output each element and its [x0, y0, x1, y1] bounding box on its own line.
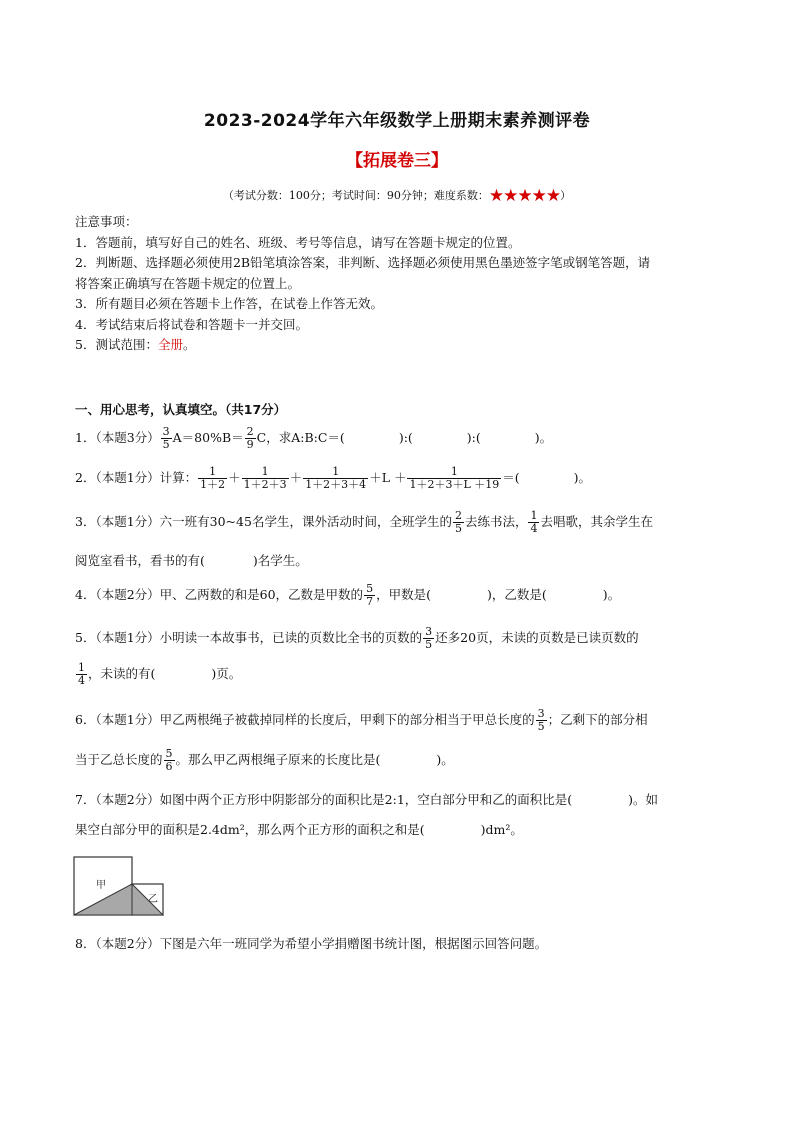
question-1	[75, 426, 552, 451]
difficulty-stars	[488, 186, 561, 206]
question-8: 8．（本题2分）下图是六年一班同学为希望小学捐赠图书统计图，根据图示回答问题。	[75, 936, 548, 951]
question-prefix: 5．（本题1分）小明读一本故事书，已读的页数比全书的页数的	[75, 630, 423, 645]
numerator: 1	[209, 465, 217, 478]
question-text: )页。	[211, 666, 242, 681]
numerator: 1	[332, 465, 340, 478]
question-prefix: 2．（本题1分）计算：	[75, 470, 198, 485]
question-prefix: 1．（本题3分）	[75, 430, 160, 445]
question-text: )。	[573, 470, 592, 485]
question-text: )。如	[628, 792, 659, 807]
fraction	[536, 708, 547, 733]
question-6	[75, 708, 648, 733]
numerator: 1	[78, 661, 85, 674]
numerator: 2	[246, 425, 254, 438]
question-7-line-2	[75, 820, 523, 838]
fraction	[161, 426, 172, 451]
question-text: A＝80%B＝	[172, 430, 244, 445]
fraction	[198, 466, 227, 491]
question-text: )。	[436, 752, 454, 767]
notes-item: 1．答题前，填写好自己的姓名、班级、考号等信息，请写在答题卡规定的位置。	[75, 234, 521, 250]
question-text: 7．（本题2分）如图中两个正方形中阴影部分的面积比是2:1，空白部分甲和乙的面积比是(	[75, 792, 573, 807]
numerator: 3	[425, 625, 433, 638]
denominator: 1＋2＋3＋4	[305, 478, 367, 491]
fraction	[407, 466, 501, 491]
fraction	[76, 662, 87, 687]
question-text: )。	[534, 430, 553, 445]
label-jia: 甲	[96, 880, 106, 891]
numerator: 2	[454, 509, 462, 522]
question-text: )dm²。	[480, 822, 523, 837]
denominator: 6	[165, 760, 173, 773]
question-text: 果空白部分甲的面积是2.4dm²，那么两个正方形的面积之和是(	[75, 822, 425, 837]
star-icon: ★	[503, 186, 518, 206]
numerator: 5	[366, 582, 374, 595]
star-icon: ★	[531, 186, 546, 206]
star-icon: ★	[545, 186, 561, 206]
numerator: 1	[450, 465, 458, 478]
exam-info	[0, 186, 794, 206]
fraction	[364, 583, 375, 608]
question-5-line-2	[75, 662, 241, 687]
question-text: C，求A:B:C＝(	[256, 430, 345, 445]
question-text: 。那么甲乙两根绳子原来的长度比是(	[175, 752, 381, 767]
fraction	[245, 426, 256, 451]
squares-figure	[72, 855, 172, 919]
exam-info-prefix: （考试分数：100分；考试时间：90分钟；难度系数：	[222, 189, 489, 202]
question-4	[75, 583, 620, 608]
question-text: ＋	[228, 470, 241, 485]
question-text: ＝(	[502, 470, 520, 485]
question-text: ):(	[398, 430, 413, 445]
exam-info-suffix: ）	[560, 189, 572, 202]
notes-block	[75, 212, 725, 356]
page-subtitle: 【拓展卷三】	[346, 151, 448, 171]
denominator: 1＋2＋3＋L ＋19	[409, 478, 500, 491]
question-text: )。	[602, 587, 621, 602]
denominator: 5	[537, 720, 545, 733]
question-text: ):(	[466, 430, 481, 445]
question-text: ＋	[289, 470, 303, 485]
question-text: )名学生。	[252, 553, 308, 568]
denominator: 9	[246, 438, 254, 451]
denominator: 1＋2＋3	[243, 478, 287, 491]
question-prefix: 6．（本题1分）甲乙两根绳子被截掉同样的长度后，甲剩下的部分相当于甲总长度的	[75, 712, 535, 727]
question-text: ；乙剩下的部分相	[547, 712, 648, 727]
question-prefix: 3．（本题1分）六一班有30~45名学生，课外活动时间，全班学生的	[75, 514, 452, 529]
fraction	[164, 748, 175, 773]
question-text: 阅览室看书，看书的有(	[75, 553, 205, 568]
denominator: 4	[530, 522, 538, 535]
question-5	[75, 626, 639, 651]
denominator: 4	[78, 674, 85, 687]
question-prefix: 4．（本题2分）甲、乙两数的和是60，乙数是甲数的	[75, 587, 364, 602]
fraction	[303, 466, 368, 491]
scope-end: 。	[182, 337, 196, 352]
notes-item: 将答案正确填写在答题卡规定的位置上。	[75, 275, 301, 291]
fraction	[528, 510, 539, 535]
denominator: 5	[162, 438, 170, 451]
fraction	[242, 466, 289, 491]
question-text: ＋L ＋	[369, 470, 407, 485]
denominator: 5	[425, 638, 433, 651]
numerator: 1	[261, 465, 269, 478]
numerator: 5	[165, 747, 173, 760]
numerator: 3	[162, 425, 170, 438]
notes-item: 3．所有题目必须在答题卡上作答，在试卷上作答无效。	[75, 296, 383, 311]
question-text: 还多20页，未读的页数是已读页数的	[435, 630, 639, 645]
page-title: 2023-2024学年六年级数学上册期末素养测评卷	[203, 111, 591, 131]
question-text: ，甲数是(	[376, 587, 431, 602]
numerator: 1	[530, 509, 538, 522]
question-6-line-2	[75, 748, 454, 773]
notes-heading: 注意事项：	[75, 214, 138, 229]
notes-item-scope	[75, 335, 725, 356]
star-icon: ★	[517, 186, 532, 206]
scope-value: 全册	[157, 337, 183, 352]
notes-item: 2．判断题、选择题必须使用2B铅笔填涂答案，非判断、选择题必须使用黑色墨迹签字笔或钢笔答题，请	[75, 255, 651, 270]
fraction	[423, 626, 434, 651]
question-3-line-2	[75, 551, 308, 569]
notes-item: 4．考试结束后将试卷和答题卡一并交回。	[75, 316, 308, 332]
question-7	[75, 790, 658, 808]
numerator: 3	[537, 707, 545, 720]
denominator: 5	[454, 522, 462, 535]
question-3	[75, 510, 653, 535]
question-text: 去唱歌，其余学生在	[540, 514, 653, 529]
scope-label: 5．测试范围：	[75, 337, 158, 352]
question-text: 去练书法，	[464, 514, 528, 529]
denominator: 7	[366, 595, 374, 608]
fraction	[453, 510, 464, 535]
star-icon: ★	[488, 186, 504, 206]
question-text: 当于乙总长度的	[75, 752, 163, 767]
section-title: 一、用心思考，认真填空。（共17分）	[75, 402, 287, 417]
question-2	[75, 466, 591, 491]
label-yi: 乙	[148, 894, 158, 905]
question-text: )，乙数是(	[486, 587, 547, 602]
denominator: 1＋2	[200, 478, 226, 491]
question-text: ，未读的有(	[88, 666, 156, 681]
